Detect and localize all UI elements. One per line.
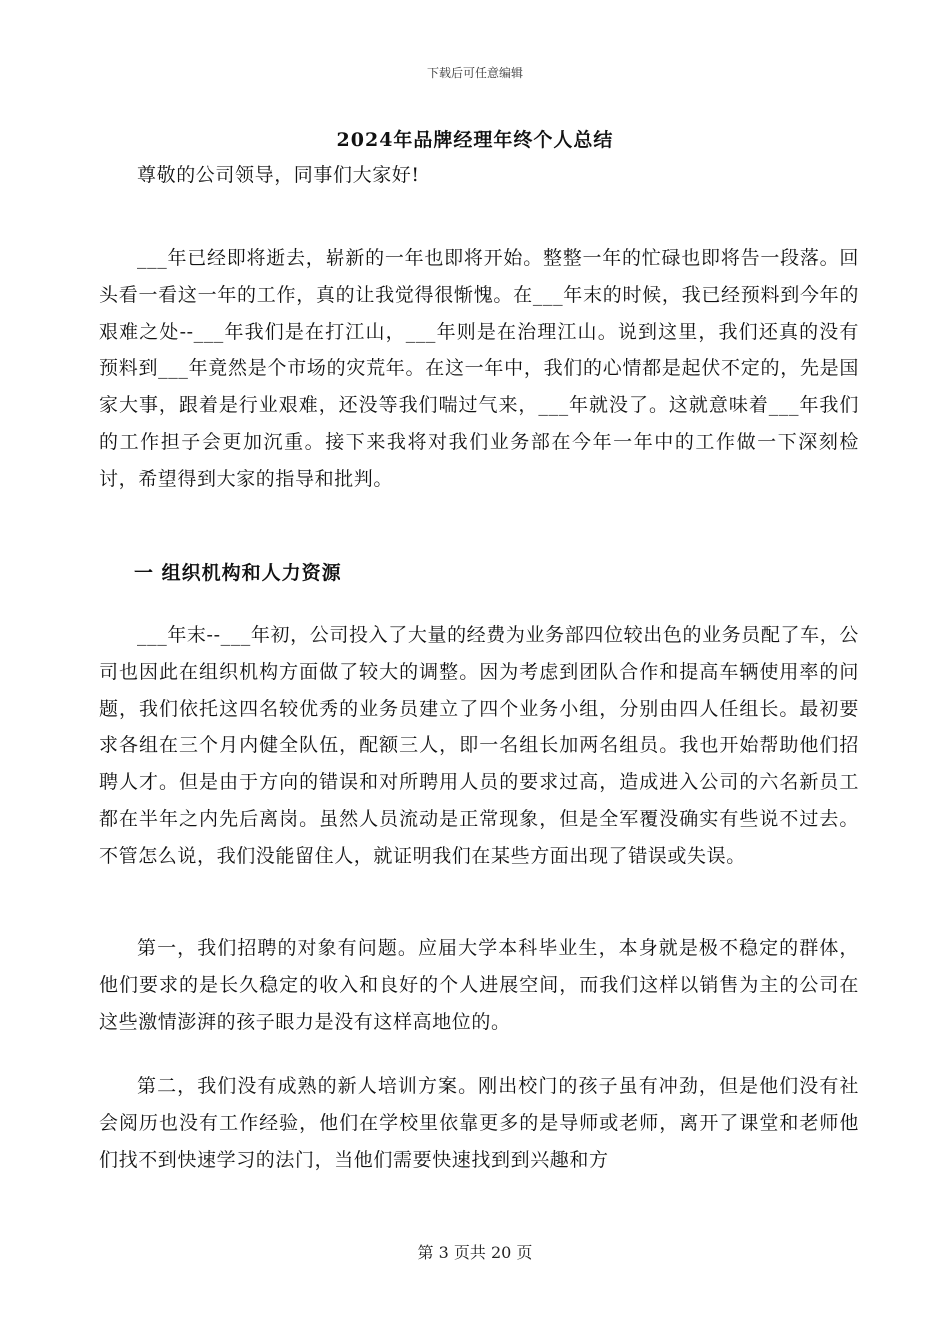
first-point-paragraph: 第一，我们招聘的对象有问题。应届大学本科毕业生，本身就是极不稳定的群体，他们要求的是长久稳定的收入和良好的个人进展空间，而我们这样以销售为主的公司在这些激情澎湃的孩子眼力是没有这样高地位的。 (99, 937, 859, 1033)
header-note: 下载后可任意编辑 (426, 66, 523, 80)
page-number-footer: 第 3 页共 20 页 (417, 1243, 533, 1262)
greeting-paragraph: 尊敬的公司领导，同事们大家好! (137, 164, 420, 186)
section-heading: 一 组织机构和人力资源 (134, 562, 342, 584)
intro-paragraph: ___年已经即将逝去，崭新的一年也即将开始。整整一年的忙碌也即将告一段落。回头看一看这一年的工作，真的让我觉得很惭愧。在___年末的时候，我已经预料到今年的艰难之处--___年我们是在打江山，___年则是在治理江山。说到这里，我们还真的没有预料到___年竟然是个市场的灾荒年。在这一年中，我们的心情都是起伏不定的，先是国家大事，跟着是行业艰难，还没等我们喘过气来，___年就没了。这就意味着___年我们的工作担子会更加沉重。接下来我将对我们业务部在今年一年中的工作做一下深刻检讨，希望得到大家的指导和批判。 (99, 247, 859, 490)
section1-paragraph: ___年末--___年初，公司投入了大量的经费为业务部四位较出色的业务员配了车，公司也因此在组织机构方面做了较大的调整。因为考虑到团队合作和提高车辆使用率的问题，我们依托这四名较优秀的业务员建立了四个业务小组，分别由四人任组长。最初要求各组在三个月内健全队伍，配额三人，即一名组长加两名组员。我也开始帮助他们招聘人才。但是由于方向的错误和对所聘用人员的要求过高，造成进入公司的六名新员工都在半年之内先后离岗。虽然人员流动是正常现象，但是全军覆没确实有些说不过去。不管怎么说，我们没能留住人，就证明我们在某些方面出现了错误或失误。 (99, 624, 859, 867)
second-point-paragraph: 第二，我们没有成熟的新人培训方案。刚出校门的孩子虽有冲劲，但是他们没有社会阅历也没有工作经验，他们在学校里依靠更多的是导师或老师，离开了课堂和老师他们找不到快速学习的法门，当他们需要快速找到到兴趣和方 (99, 1075, 859, 1171)
document-title: 2024年品牌经理年终个人总结 (336, 129, 614, 151)
